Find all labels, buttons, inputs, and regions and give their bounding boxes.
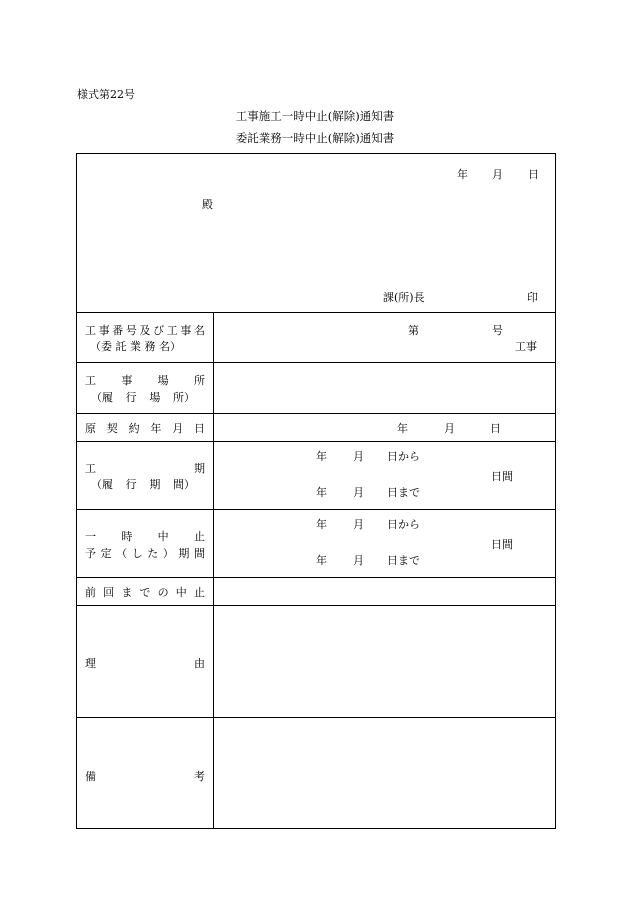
contract-date-month: 月 [444, 422, 455, 435]
row-divider [77, 605, 555, 606]
project-number-suffix: 号 [492, 324, 503, 337]
column-divider [213, 312, 214, 829]
seal-mark: 印 [527, 291, 538, 304]
row-divider [77, 509, 555, 510]
label-service-name: （委 託 業 務 名） [90, 340, 181, 353]
notice-form-table [76, 153, 556, 829]
term-from-year: 年 [316, 450, 327, 463]
notice-date-day: 日 [528, 168, 539, 181]
suspension-to-day: 日まで [387, 554, 420, 567]
suspension-days: 日間 [491, 538, 513, 551]
term-from-month: 月 [353, 450, 364, 463]
document-title-construction: 工事施工一時中止(解除)通知書 [235, 109, 395, 123]
label-construction-term: 工 期 [85, 462, 205, 475]
term-to-year: 年 [316, 486, 327, 499]
label-reason: 理 由 [85, 657, 205, 670]
term-to-day: 日まで [387, 486, 420, 499]
term-days: 日間 [491, 470, 513, 483]
label-temporary-suspension: 一 時 中 止 [85, 530, 205, 543]
row-divider [77, 577, 555, 578]
project-number-prefix: 第 [408, 324, 419, 337]
row-divider [77, 441, 555, 442]
construction-suffix: 工事 [515, 340, 537, 353]
term-from-day: 日から [387, 450, 420, 463]
contract-date-year: 年 [397, 422, 408, 435]
row-divider [77, 413, 555, 414]
suspension-from-month: 月 [353, 518, 364, 531]
suspension-to-year: 年 [316, 554, 327, 567]
document-title-service: 委託業務一時中止(解除)通知書 [235, 131, 395, 145]
suspension-from-year: 年 [316, 518, 327, 531]
label-previous-suspension: 前 回 ま で の 中 止 [85, 586, 205, 599]
row-divider [77, 362, 555, 363]
row-divider [77, 717, 555, 718]
term-to-month: 月 [353, 486, 364, 499]
notice-date-year: 年 [457, 168, 468, 181]
contract-date-day: 日 [490, 422, 501, 435]
label-suspension-period: 予 定 （ し た ） 期 間 [85, 547, 205, 560]
suspension-from-day: 日から [387, 518, 420, 531]
label-construction-site: 工 事 場 所 [85, 374, 205, 387]
label-performance-site: （履 行 場 所） [91, 391, 195, 404]
label-remarks: 備 考 [85, 770, 205, 783]
issuer-title: 課(所)長 [383, 291, 425, 304]
notice-date-month: 月 [492, 168, 503, 181]
addressee-suffix: 殿 [202, 198, 213, 211]
form-number: 様式第22号 [77, 88, 135, 101]
suspension-to-month: 月 [353, 554, 364, 567]
label-project-name: 工 事 番 号 及 び 工 事 名 [85, 324, 205, 337]
label-performance-term: （履 行 期 間） [91, 478, 195, 491]
label-original-contract-date: 原 契 約 年 月 日 [85, 422, 205, 435]
row-divider [77, 312, 555, 313]
